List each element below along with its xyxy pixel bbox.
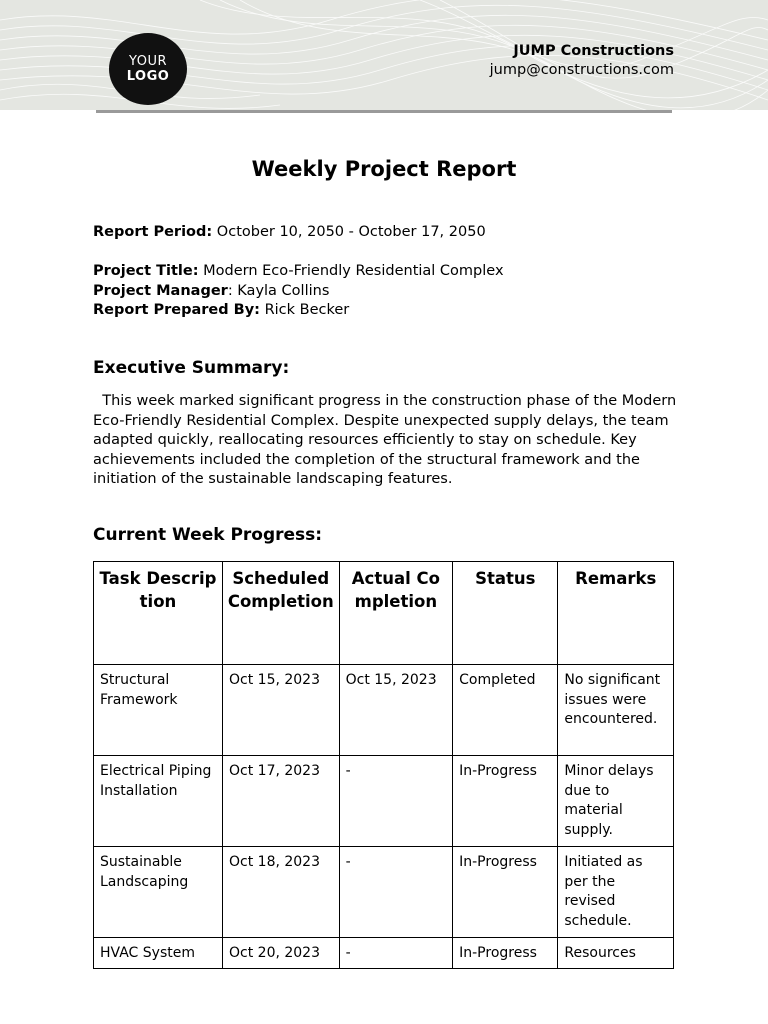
report-period-label: Report Period: [93,224,213,240]
progress-table [93,561,674,969]
report-period-value: October 10, 2050 - October 17, 2050 [212,224,486,240]
cell-actual: - [339,847,453,938]
company-info [490,42,674,80]
page-title: Weekly Project Report [251,157,517,181]
prepared-by-label: Report Prepared By: [93,302,260,318]
cell-actual: - [339,756,453,847]
project-manager-value: : Kayla Collins [227,282,330,299]
cell-remarks: Resources [558,938,674,969]
cell-scheduled: Oct 17, 2023 [223,756,340,847]
cell-status: In-Progress [453,847,558,938]
company-email: jump@constructions.com [489,62,674,78]
project-title-line [93,262,504,282]
cell-scheduled: Oct 18, 2023 [223,847,340,938]
table-row [94,665,674,756]
cell-task: Electrical Piping Installation [94,756,223,847]
current-week-progress-heading: Current Week Progress: [93,525,323,545]
cell-task: Structural Framework [94,665,223,756]
column-header-scheduled: Scheduled Completion [223,562,340,665]
logo-line-2: LOGO [126,69,170,84]
cell-remarks: Minor delays due to material supply. [558,756,674,847]
company-name: JUMP Constructions [513,43,674,59]
logo-line-1: YOUR [128,54,167,69]
cell-actual: - [339,938,453,969]
cell-status: In-Progress [453,756,558,847]
cell-task: Sustainable Landscaping [94,847,223,938]
cell-status: Completed [453,665,558,756]
table-row [94,756,674,847]
cell-scheduled: Oct 15, 2023 [223,665,340,756]
project-manager-line [93,282,504,302]
cell-scheduled: Oct 20, 2023 [223,938,340,969]
column-header-remarks: Remarks [558,562,674,665]
prepared-by-line [93,301,504,321]
project-title-label: Project Title: [93,263,199,279]
company-logo [109,33,187,105]
cell-remarks: No significant issues were encountered. [558,665,674,756]
project-title-value: Modern Eco-Friendly Residential Complex [198,263,504,279]
executive-summary-text: This week marked significant progress in the construction phase of the Modern Eco-Friendly Residential Complex. Despite unexpected supply delays, the team adapted quickly, reallocating resources efficiently to stay on schedule. Key achievements included the completion of the structural framework and the initiation of the sustainable landscaping features. [93,393,681,488]
executive-summary-heading: Executive Summary: [93,358,290,378]
table-row [94,847,674,938]
report-period [93,223,486,243]
table-header-row [94,562,674,665]
column-header-status: Status [453,562,558,665]
project-manager-label: Project Manager [93,282,228,299]
cell-status: In-Progress [453,938,558,969]
column-header-actual: Actual Completion [339,562,453,665]
project-details [93,262,504,321]
cell-remarks: Initiated as per the revised schedule. [558,847,674,938]
cell-actual: Oct 15, 2023 [339,665,453,756]
prepared-by-value: Rick Becker [259,302,350,318]
column-header-task: Task Description [94,562,223,665]
cell-task: HVAC System [94,938,223,969]
table-row [94,938,674,969]
header-rule [96,110,672,113]
